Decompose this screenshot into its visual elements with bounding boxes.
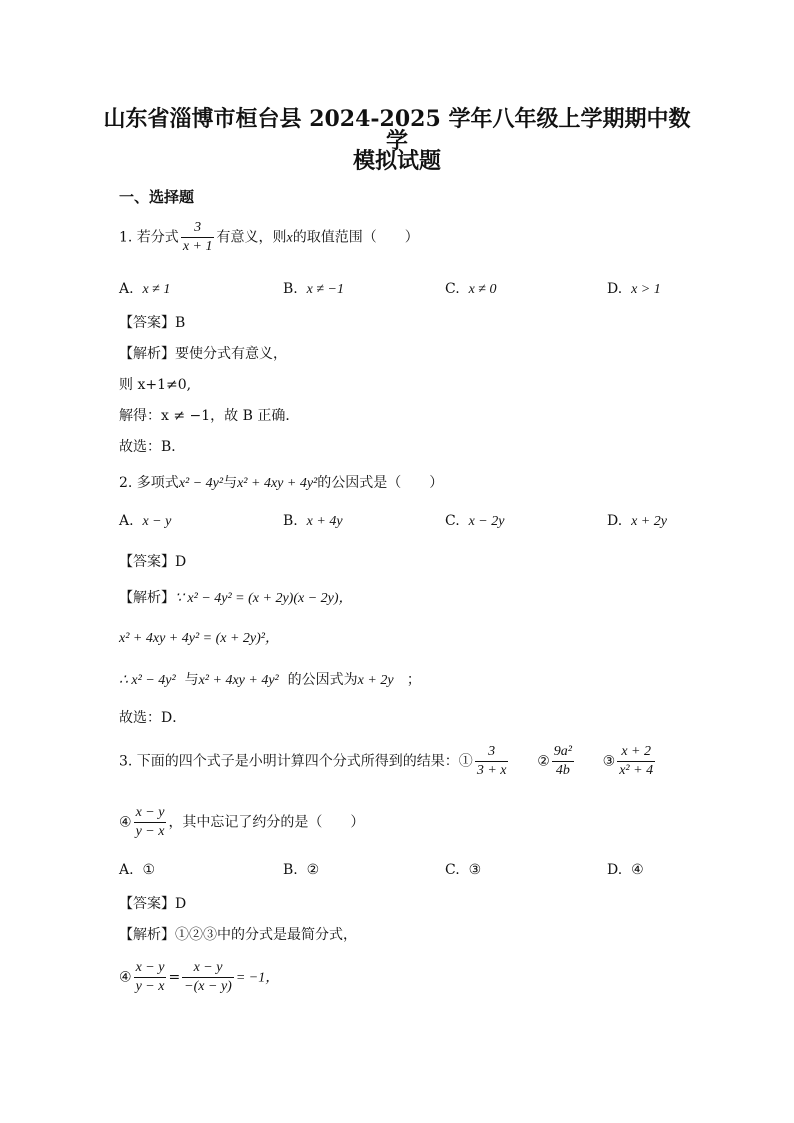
document-title-line1: 山东省淄博市桓台县 2024-2025 学年八年级上学期期中数学 [103, 106, 691, 154]
q3-analysis-equation: ④ $\frac{x - y}{y - x}$ = $\frac{x - y}{-(x - y)}$ = −1， [119, 960, 280, 995]
q2-option-a: A. x − y [119, 513, 172, 529]
q1-option-d: D. x > 1 [607, 281, 661, 297]
q3-stem-line1: 3. 下面的四个式子是小明计算四个分式所得到的结果：① $\frac{3}{3 + x}$ ② $\frac{\text{9a²}}{4b}$ ③ $\frac{x + 2}{\text{x² + 4}}$ [119, 744, 654, 779]
q3-option-d: D. ④ [607, 862, 644, 878]
q3-fraction-3: $\frac{x + 2}{\text{x² + 4}}$ [619, 744, 654, 779]
q1-suffix: 的取值范围（ ） [292, 229, 419, 246]
q2-option-d: D. x + 2y [607, 513, 667, 529]
q2-analysis-1: 【解析】∵ x² − 4y² = (x + 2y)(x − 2y)， [119, 590, 353, 606]
q1-option-b: B. x ≠ −1 [283, 281, 345, 297]
q3-analysis: 【解析】①②③中的分式是最简分式， [119, 927, 357, 943]
document-title-line2: 模拟试题 [352, 148, 441, 174]
q3-fraction-2: $\frac{\text{9a²}}{4b}$ [553, 744, 572, 779]
q1-frac-den: x + 1 [182, 239, 213, 255]
q3-option-c: C. ③ [445, 862, 482, 878]
q3-option-a: A. ① [119, 862, 156, 878]
q3-eq-fraction-2: $\frac{x - y}{-(x - y)}$ [184, 960, 232, 995]
q2-stem: 2. 多项式x² − 4y²与x² + 4xy + 4y²的公因式是（ ） [119, 475, 444, 491]
q1-fraction [181, 220, 215, 255]
q2-analysis-3: ∴ x² − 4y² 与x² + 4xy + 4y² 的公因式为x + 2y ； [119, 672, 421, 688]
q3-eq-fraction-1: $\frac{x - y}{y - x}$ [135, 960, 165, 995]
section-heading: 一、选择题 [119, 188, 195, 206]
q2-expr1: x² − 4y² [178, 476, 224, 491]
q1-analysis-2: 则 x+1≠0, [119, 377, 192, 393]
q3-fraction-4: $\frac{x - y}{y - x}$ [135, 805, 165, 840]
q2-answer: 【答案】D [119, 554, 187, 570]
q3-fraction-1: $\frac{3}{3 + x}$ [476, 744, 507, 779]
q2-option-b: B. x + 4y [283, 513, 343, 529]
q2-option-c: C. x − 2y [445, 513, 505, 529]
q1-frac-num: 3 [181, 220, 215, 238]
q2-analysis-2: x² + 4xy + 4y² = (x + 2y)²， [119, 631, 279, 646]
q1-mid: 有意义，则 [216, 229, 287, 246]
q3-answer: 【答案】D [119, 896, 187, 912]
q1-option-c: C. x ≠ 0 [445, 281, 497, 297]
q3-stem-line2: ④ $\frac{x - y}{y - x}$ ，其中忘记了约分的是（ ） [119, 805, 365, 840]
q1-analysis-1: 【解析】要使分式有意义， [119, 346, 287, 362]
q2-conclusion: 故选：D． [119, 710, 187, 726]
q1-prefix: 1. 若分式 [119, 229, 179, 246]
q2-expr2: x² + 4xy + 4y² [237, 476, 318, 491]
q1-analysis-4: 故选：B． [119, 439, 186, 455]
q1-answer: 【答案】B [119, 315, 186, 331]
q1-option-a: A. x ≠ 1 [119, 281, 171, 297]
q1-stem [119, 220, 419, 255]
q3-option-b: B. ② [283, 862, 320, 878]
q1-var: x [286, 230, 293, 246]
q1-analysis-3: 解得：x ≠ −1，故 B 正确． [119, 408, 300, 424]
